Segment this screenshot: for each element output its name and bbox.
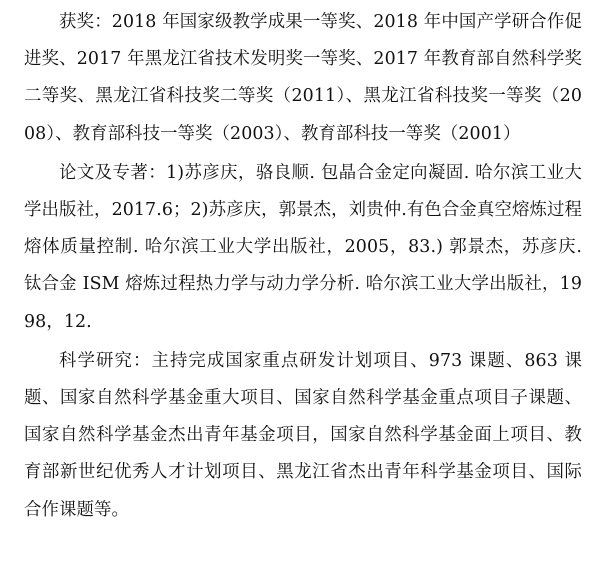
awards-text: 2018 年国家级教学成果一等奖、2018 年中国产学研合作促进奖、2017 年黑龙江省技术发明奖一等奖、2017 年教育部自然科学奖二等奖、黑龙江省科技奖二等奖（2011）、黑龙江省科技奖一等奖（2008）、教育部科技一等奖（2003）、教育部科技一等奖（2001） (24, 12, 582, 144)
research-text: 主持完成国家重点研发计划项目、973 课题、863 课题、国家自然科学基金重大项目、国家自然科学基金重点项目子课题、国家自然科学基金杰出青年基金项目，国家自然科学基金面上项目、教育部新世纪优秀人才计划项目、黑龙江省杰出青年科学基金项目、国际合作课题等。 (24, 350, 582, 520)
research-paragraph (24, 343, 582, 529)
publications-paragraph (24, 155, 582, 341)
publications-label: 论文及专著： (59, 162, 167, 183)
awards-label: 获奖： (59, 12, 112, 32)
publications-text: 1)苏彦庆，骆良顺. 包晶合金定向凝固. 哈尔滨工业大学出版社，2017.6；2)苏彦庆，郭景杰，刘贵仲.有色合金真空熔炼过程熔体质量控制. 哈尔滨工业大学出版社，2005，83.) 郭景杰，苏彦庆. 钛合金 ISM 熔炼过程热力学与动力学分析. 哈尔滨工业大学出版社，1998，12. (24, 162, 582, 332)
awards-paragraph (24, 4, 582, 153)
research-label: 科学研究： (59, 350, 152, 371)
